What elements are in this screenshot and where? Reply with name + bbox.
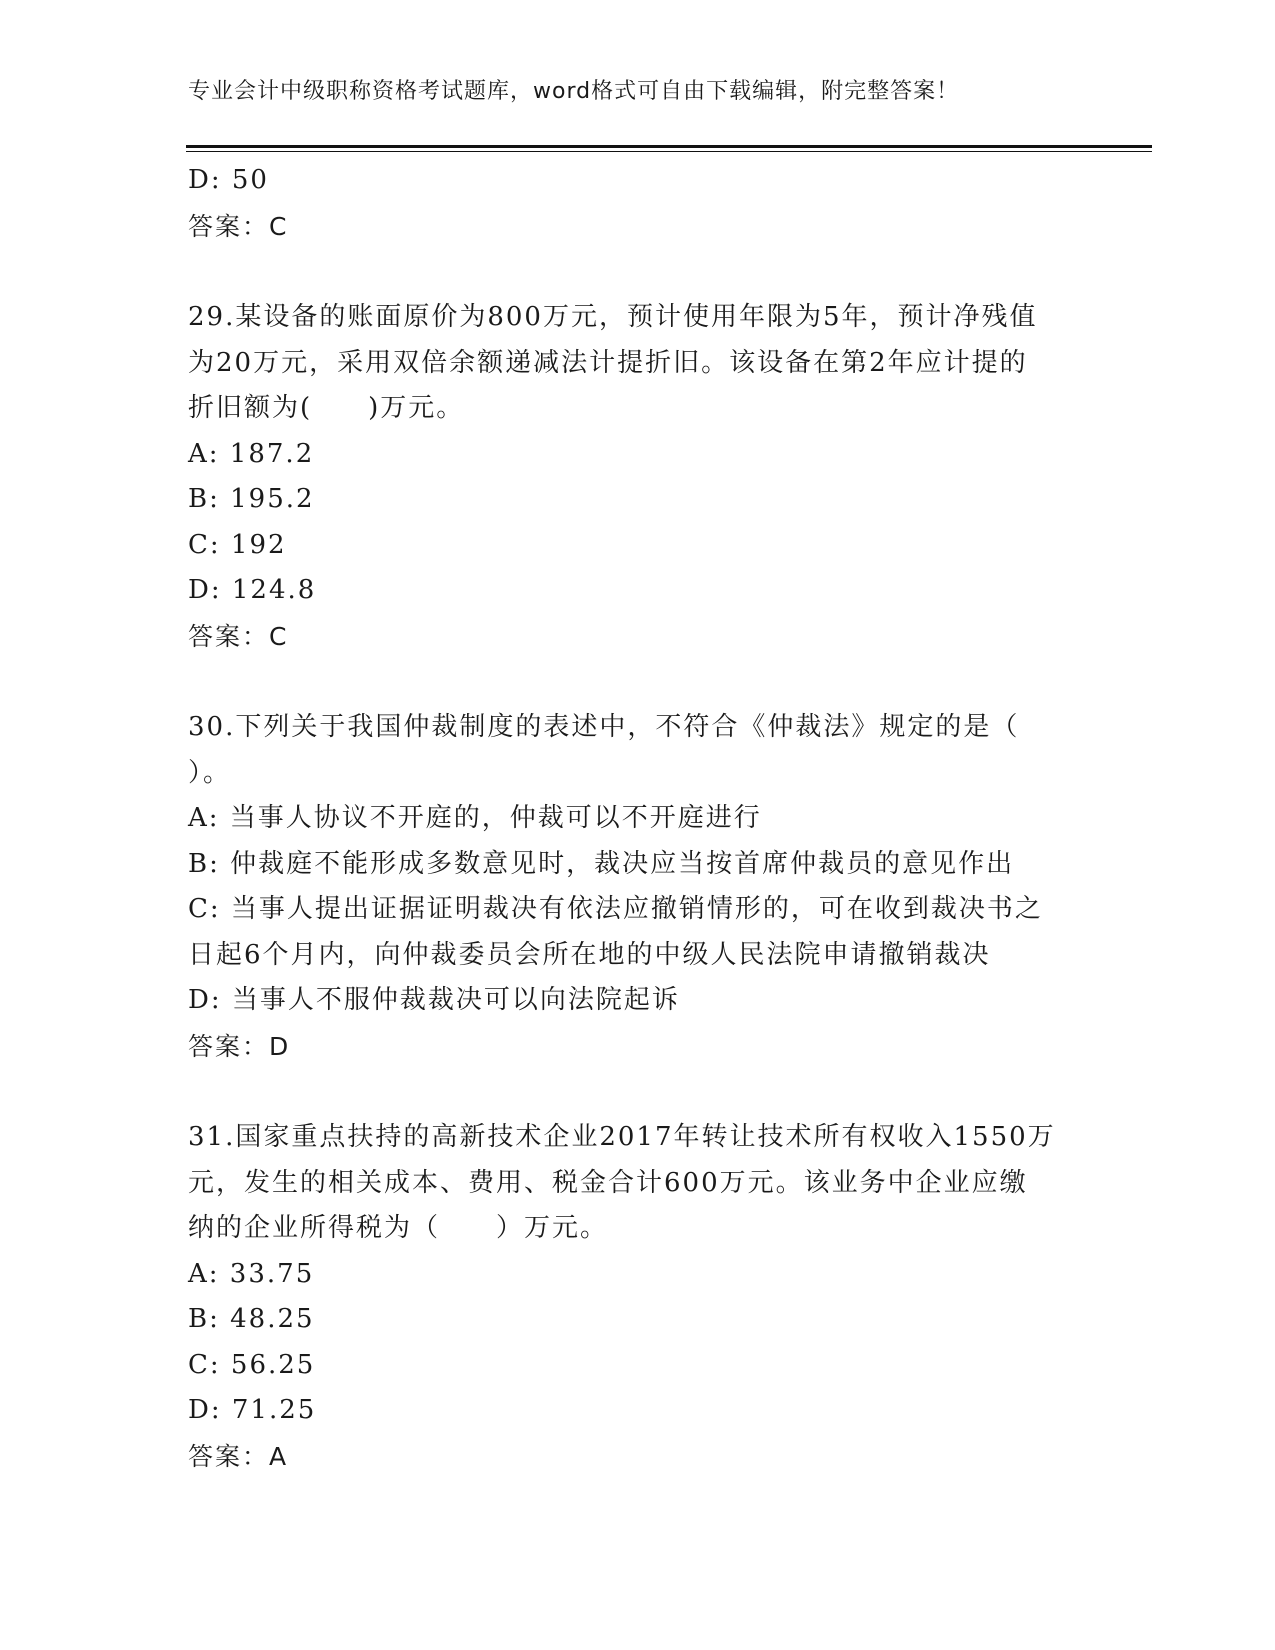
option-c-continued: 日起6个月内，向仲裁委员会所在地的中级人民法院申请撤销裁决 [188, 939, 991, 970]
option-b: B: 仲裁庭不能形成多数意见时，裁决应当按首席仲裁员的意见作出 [188, 848, 1015, 879]
option-a: A: 187.2 [188, 438, 315, 469]
page-header: 专业会计中级职称资格考试题库，word格式可自由下载编辑，附完整答案！ [188, 79, 960, 104]
question-text-line: 29.某设备的账面原价为800万元，预计使用年限为5年，预计净残值 [188, 302, 1038, 332]
answer: 答案：C [188, 621, 289, 651]
question-text-line: 为20万元，采用双倍余额递减法计提折旧。该设备在第2年应计提的 [188, 347, 1028, 378]
question-text-line: 纳的企业所得税为（ ）万元。 [188, 1213, 609, 1243]
option-c: C: 当事人提出证据证明裁决有依法应撤销情形的，可在收到裁决书之 [188, 894, 1043, 924]
option-a: A: 当事人协议不开庭的，仲裁可以不开庭进行 [188, 803, 762, 833]
question-30 [188, 705, 1088, 1069]
prev-answer: 答案：C [188, 211, 289, 241]
spacer [188, 249, 1088, 295]
answer: 答案：D [188, 1031, 291, 1061]
option-c: C: 192 [188, 529, 287, 560]
answer: 答案：A [188, 1441, 289, 1471]
spacer [188, 659, 1088, 705]
option-d: D: 当事人不服仲裁裁决可以向法院起诉 [188, 985, 680, 1015]
prev-option-d: D: 50 [188, 165, 269, 195]
option-d: D: 124.8 [188, 575, 317, 605]
option-b: B: 195.2 [188, 484, 315, 514]
header-divider [186, 145, 1152, 152]
spacer [188, 1069, 1088, 1115]
question-31 [188, 1115, 1088, 1479]
question-text-line: ）。 [188, 757, 232, 788]
option-d: D: 71.25 [188, 1395, 317, 1425]
option-a: A: 33.75 [188, 1258, 315, 1289]
question-text-line: 30.下列关于我国仲裁制度的表述中，不符合《仲裁法》规定的是（ [188, 712, 1020, 742]
question-text-line: 31.国家重点扶持的高新技术企业2017年转让技术所有权收入1550万 [188, 1122, 1056, 1152]
question-text-line: 折旧额为( )万元。 [188, 393, 465, 423]
option-b: B: 48.25 [188, 1304, 315, 1334]
option-c: C: 56.25 [188, 1349, 316, 1380]
question-text-line: 元，发生的相关成本、费用、税金合计600万元。该业务中企业应缴 [188, 1167, 1028, 1198]
question-content [188, 158, 1088, 1479]
question-29 [188, 295, 1088, 659]
